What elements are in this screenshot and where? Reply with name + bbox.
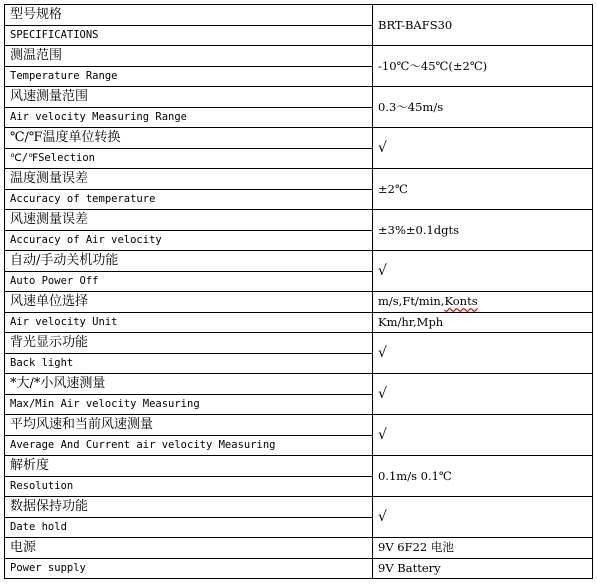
spec-name-cn: 风速测量误差 (5, 210, 373, 231)
spec-name-en: Accuracy of temperature (5, 189, 373, 210)
spec-name-cn: 型号规格 (5, 5, 373, 26)
spec-name-en: Resolution (5, 476, 373, 497)
spec-name-cn: 数据保持功能 (5, 497, 373, 518)
spec-value-text: m/s,Ft/min, (378, 294, 445, 309)
spec-value: BRT-BAFS30 (373, 5, 593, 46)
spec-name-cn: *大/*小风速测量 (5, 374, 373, 395)
table-row (5, 210, 593, 231)
table-row (5, 5, 593, 26)
spec-value: ±3%±0.1dgts (373, 210, 593, 251)
spec-name-cn: 电源 (5, 538, 373, 559)
spec-name-en: Power supply (5, 558, 373, 579)
table-row (5, 374, 593, 395)
spec-name-cn: 风速单位选择 (5, 292, 373, 313)
table-row (5, 538, 593, 559)
spec-name-cn: 测温范围 (5, 46, 373, 67)
table-row (5, 46, 593, 67)
spec-name-cn: 背光显示功能 (5, 333, 373, 354)
spec-name-en: Accuracy of Air velocity (5, 230, 373, 251)
spec-name-en: Back light (5, 353, 373, 374)
spec-value: Km/hr,Mph (373, 312, 593, 333)
spec-value: 0.1m/s 0.1℃ (373, 456, 593, 497)
spec-value: 9V Battery (373, 558, 593, 579)
spec-name-en: Average And Current air velocity Measuring (5, 435, 373, 456)
spec-name-cn: 温度测量误差 (5, 169, 373, 190)
check-mark-icon: √ (373, 497, 593, 538)
table-row (5, 497, 593, 518)
spec-name-en: SPECIFICATIONS (5, 25, 373, 46)
spec-name-en: Max/Min Air velocity Measuring (5, 394, 373, 415)
spec-name-en: Air velocity Measuring Range (5, 107, 373, 128)
specifications-table (4, 4, 593, 579)
spec-value (373, 292, 593, 313)
table-row (5, 415, 593, 436)
table-row (5, 312, 593, 333)
spec-value: ±2℃ (373, 169, 593, 210)
check-mark-icon: √ (373, 251, 593, 292)
check-mark-icon: √ (373, 128, 593, 169)
table-row (5, 333, 593, 354)
spec-name-cn: 风速测量范围 (5, 87, 373, 108)
spec-name-cn: 解析度 (5, 456, 373, 477)
spec-name-cn: 自动/手动关机功能 (5, 251, 373, 272)
check-mark-icon: √ (373, 333, 593, 374)
table-row (5, 87, 593, 108)
spec-name-cn: 平均风速和当前风速测量 (5, 415, 373, 436)
table-row (5, 558, 593, 579)
table-row (5, 292, 593, 313)
table-row (5, 169, 593, 190)
table-row (5, 456, 593, 477)
spec-name-en: ℃/℉Selection (5, 148, 373, 169)
check-mark-icon: √ (373, 415, 593, 456)
table-row (5, 251, 593, 272)
spec-name-en: Air velocity Unit (5, 312, 373, 333)
check-mark-icon: √ (373, 374, 593, 415)
spec-name-cn: ℃/℉温度单位转换 (5, 128, 373, 149)
spec-value: 9V 6F22 电池 (373, 538, 593, 559)
spec-name-en: Temperature Range (5, 66, 373, 87)
spec-name-en: Date hold (5, 517, 373, 538)
spec-value: 0.3～45m/s (373, 87, 593, 128)
spec-value: -10℃～45℃(±2℃) (373, 46, 593, 87)
spec-name-en: Auto Power Off (5, 271, 373, 292)
spell-flagged-word: Konts (444, 294, 478, 309)
table-row (5, 128, 593, 149)
